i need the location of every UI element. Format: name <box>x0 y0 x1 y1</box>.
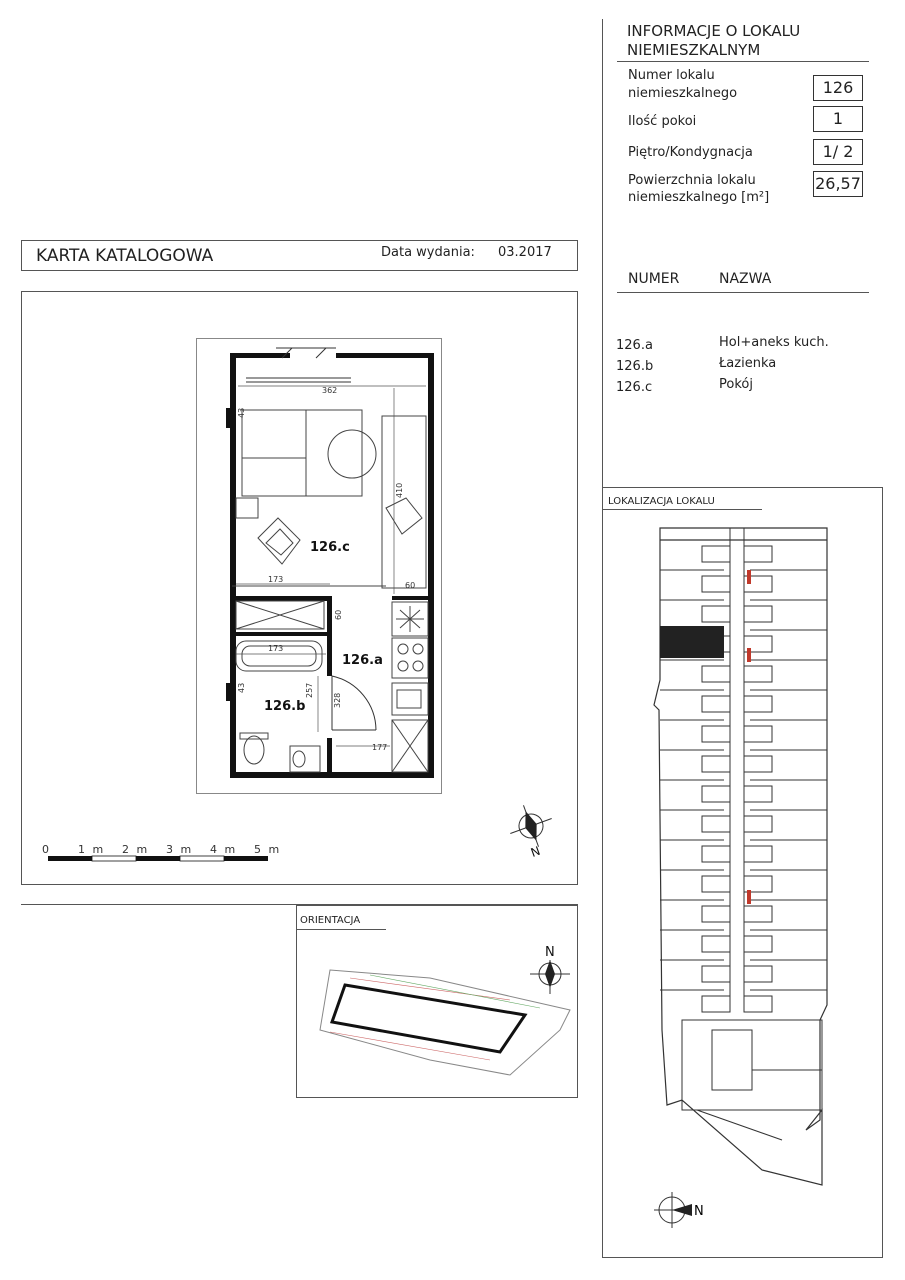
info-row-rooms-label: Ilość pokoi <box>628 114 697 129</box>
info-heading-line2: NIEMIESZKALNYM <box>627 41 761 59</box>
scale-label-4: 4 m <box>210 843 238 856</box>
scale-label-3: 3 m <box>166 843 194 856</box>
room-number-a: 126.a <box>616 338 653 353</box>
info-row-floor-value: 1/ 2 <box>813 139 863 165</box>
room-name-b: Łazienka <box>719 356 777 371</box>
dim-width-top: 362 <box>322 386 338 395</box>
card-title: KARTA KATALOGOWA <box>36 246 214 266</box>
dim-177: 177 <box>372 743 388 752</box>
scale-label-5: 5 m <box>254 843 282 856</box>
scale-label-1: 1 m <box>78 843 106 856</box>
info-heading-underline <box>617 61 869 62</box>
rooms-header-underline <box>617 292 869 293</box>
dim-410: 410 <box>395 482 404 498</box>
room-number-c: 126.c <box>616 380 653 395</box>
plan-north-arrow <box>505 798 565 862</box>
location-title: LOKALIZACJA LOKALU <box>608 496 715 507</box>
room-name-c: Pokój <box>719 377 753 392</box>
location-plan <box>602 510 883 1250</box>
dim-173-bath: 173 <box>268 644 284 653</box>
info-row-area-label1: Powierzchnia lokalu <box>628 173 756 188</box>
dim-43-bath: 43 <box>237 682 246 693</box>
plan-north-label: N <box>528 843 543 860</box>
orientation-north-label: N <box>545 945 555 960</box>
info-row-area-value: 26,57 <box>813 171 863 197</box>
dim-328: 328 <box>333 692 342 708</box>
orientation-north-arrow <box>530 942 574 998</box>
scale-label-0: 0 <box>42 843 51 856</box>
location-top-border <box>602 487 883 488</box>
dim-60-wardrobe: 60 <box>334 609 343 620</box>
info-row-number-value: 126 <box>813 75 863 101</box>
room-label-c: 126.c <box>310 540 350 555</box>
dim-257: 257 <box>305 682 314 698</box>
info-row-number-label1: Numer lokalu <box>628 68 715 83</box>
info-row-number-label2: niemieszkalnego <box>628 86 738 101</box>
info-row-floor-label: Piętro/Kondygnacja <box>628 145 753 160</box>
room-name-a: Hol+aneks kuch. <box>719 335 829 350</box>
info-panel-bottom-border <box>602 1257 883 1258</box>
location-north-label: N <box>694 1204 704 1219</box>
rooms-col-name: NAZWA <box>719 271 772 287</box>
room-label-a: 126.a <box>342 653 383 668</box>
info-heading-line1: INFORMACJE O LOKALU <box>627 22 801 40</box>
rooms-col-number: NUMER <box>628 271 680 287</box>
orientation-title: ORIENTACJA <box>300 915 361 926</box>
scale-label-2: 2 m <box>122 843 150 856</box>
highlighted-unit <box>660 626 724 658</box>
orientation-title-underline <box>296 929 386 930</box>
scale-bar <box>40 840 290 864</box>
dim-60-chair: 60 <box>405 581 416 590</box>
issue-label: Data wydania: <box>381 245 475 260</box>
room-label-b: 126.b <box>264 699 306 714</box>
info-row-rooms-value: 1 <box>813 106 863 132</box>
dim-43-top: 43 <box>237 407 246 418</box>
dim-173-room: 173 <box>268 575 284 584</box>
issue-date: 03.2017 <box>498 245 552 260</box>
room-number-b: 126.b <box>616 359 654 374</box>
location-north-arrow <box>654 1192 692 1228</box>
floor-plan <box>196 338 442 794</box>
info-row-area-label2: niemieszkalnego [m²] <box>628 190 770 205</box>
